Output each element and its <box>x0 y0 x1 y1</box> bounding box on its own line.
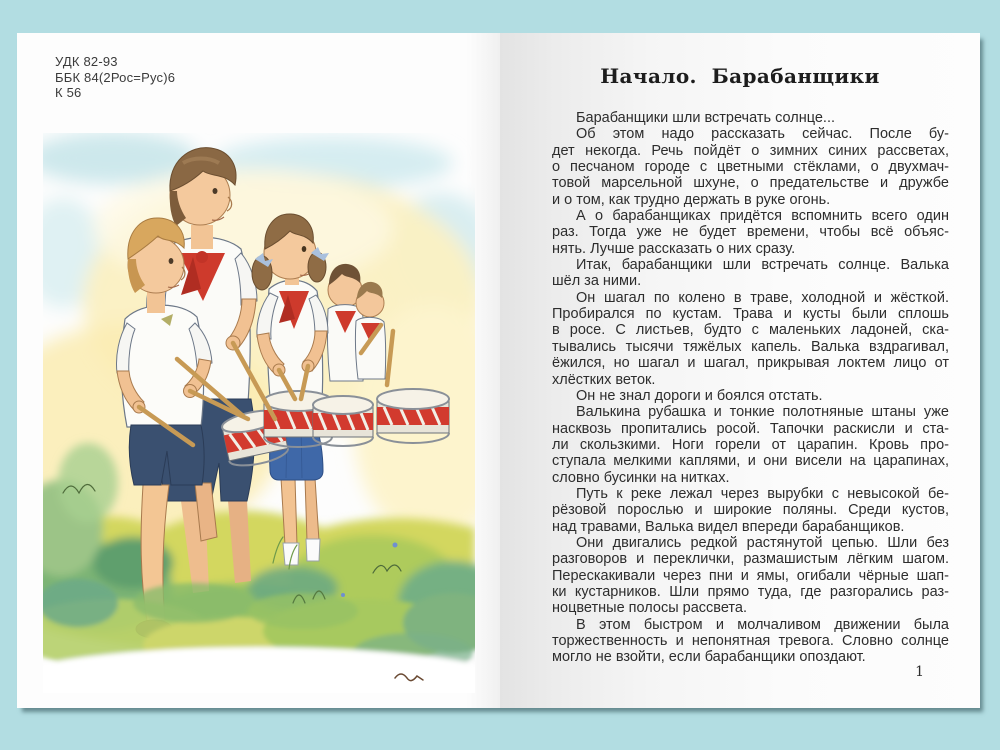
text-line: рёзовой порослью и широкие поляны. Среди кустов, <box>552 502 949 519</box>
text-line: товой марсельной шхуне, о предательстве и дружбе <box>552 175 949 192</box>
text-line: Итак, барабанщики шли встречать солнце. Валька <box>576 257 949 274</box>
page-left <box>17 33 500 708</box>
text-line: нять. Лучше рассказать о них сразу. <box>552 240 796 257</box>
text-line: Барабанщики шли встречать солнце... <box>576 110 835 126</box>
text-line: А о барабанщиках придётся вспомнить всего один <box>576 208 949 225</box>
text-line: и о том, как трудно держать в руке огонь. <box>552 191 831 208</box>
text-line: Путь к реке лежал через вырубки с невысокой бе- <box>576 485 949 502</box>
text-line: ли скользкими. Ноги горели от царапин. Кровь про- <box>552 436 949 453</box>
text-line: Он шагал по колено в траве, холодной и жёсткой. <box>576 289 949 306</box>
text-line: Перескакивали через пни и ямы, огибали чёрные шап- <box>552 567 949 584</box>
imprint-line: К 56 <box>55 85 82 100</box>
text-line: Об этом надо рассказать сейчас. После бу- <box>576 126 949 143</box>
text-line: ёжился, но шагал и шагал, прикрывая локтем лицо от <box>552 355 949 372</box>
text-line: шёл за ними. <box>552 273 642 290</box>
text-line: торжественность и непонятная тревога. Словно солнце <box>552 633 949 649</box>
text-line: хлёстких веток. <box>552 371 656 388</box>
illustration-wrap <box>43 133 475 693</box>
text-line: Пробирался по кустам. Трава и кусты были сплошь <box>552 306 949 323</box>
text-line: раз. Тогда уже не будет времени, чтобы всё объяс- <box>552 224 949 241</box>
text-line: над травами, Валька видел впереди барабанщиков. <box>552 518 905 535</box>
text-line: Он не знал дороги и боялся отстать. <box>576 387 823 404</box>
text-line: В этом быстром и молчаливом движении была <box>576 616 949 633</box>
imprint-line: УДК 82-93 <box>55 54 118 69</box>
text-line: тывались тысячи тяжёлых капель. Валька вздрагивал, <box>552 338 949 355</box>
text-line: словно бусинки на нитках. <box>552 469 730 486</box>
text-line: ки кустарников. Шли прямо туда, где разгорались раз- <box>552 583 949 600</box>
text-line: Они двигались редкой растянутой цепью. Шли без <box>576 534 949 551</box>
text-line: дет некогда. Речь пойдёт о зимних синих рассветах, <box>552 142 949 159</box>
text-line: ступала мелкими каплями, и они висели на царапинах, <box>552 453 949 470</box>
text-line: в росе. С листьев, будто с маленьких ладоней, ска- <box>552 322 949 339</box>
text-line: разговоров и переклички, размашистым лёгким шагом. <box>552 551 949 568</box>
text-line: ноцветные полосы рассвета. <box>552 600 747 617</box>
drummer-small-girl <box>355 282 385 379</box>
book-spread <box>17 33 980 708</box>
imprint <box>55 54 175 101</box>
body-text <box>552 110 949 666</box>
text-line: о песчаном городе с цветными стёклами, о двухмач- <box>552 159 949 176</box>
watercolor-drummers-illustration <box>43 133 475 693</box>
imprint-line: ББК 84(2Рос=Рус)6 <box>55 69 176 85</box>
page-number: 1 <box>915 664 924 680</box>
text-line: могло не взойти, если барабанщики опоздают. <box>552 649 866 666</box>
page-right <box>500 33 980 708</box>
text-line: насквозь пропитались росой. Тапочки раскисли и ста- <box>552 420 949 437</box>
text-line: Валькина рубашка и тонкие полотняные штаны уже <box>576 404 949 421</box>
chapter-title: Начало. Барабанщики <box>600 64 880 88</box>
